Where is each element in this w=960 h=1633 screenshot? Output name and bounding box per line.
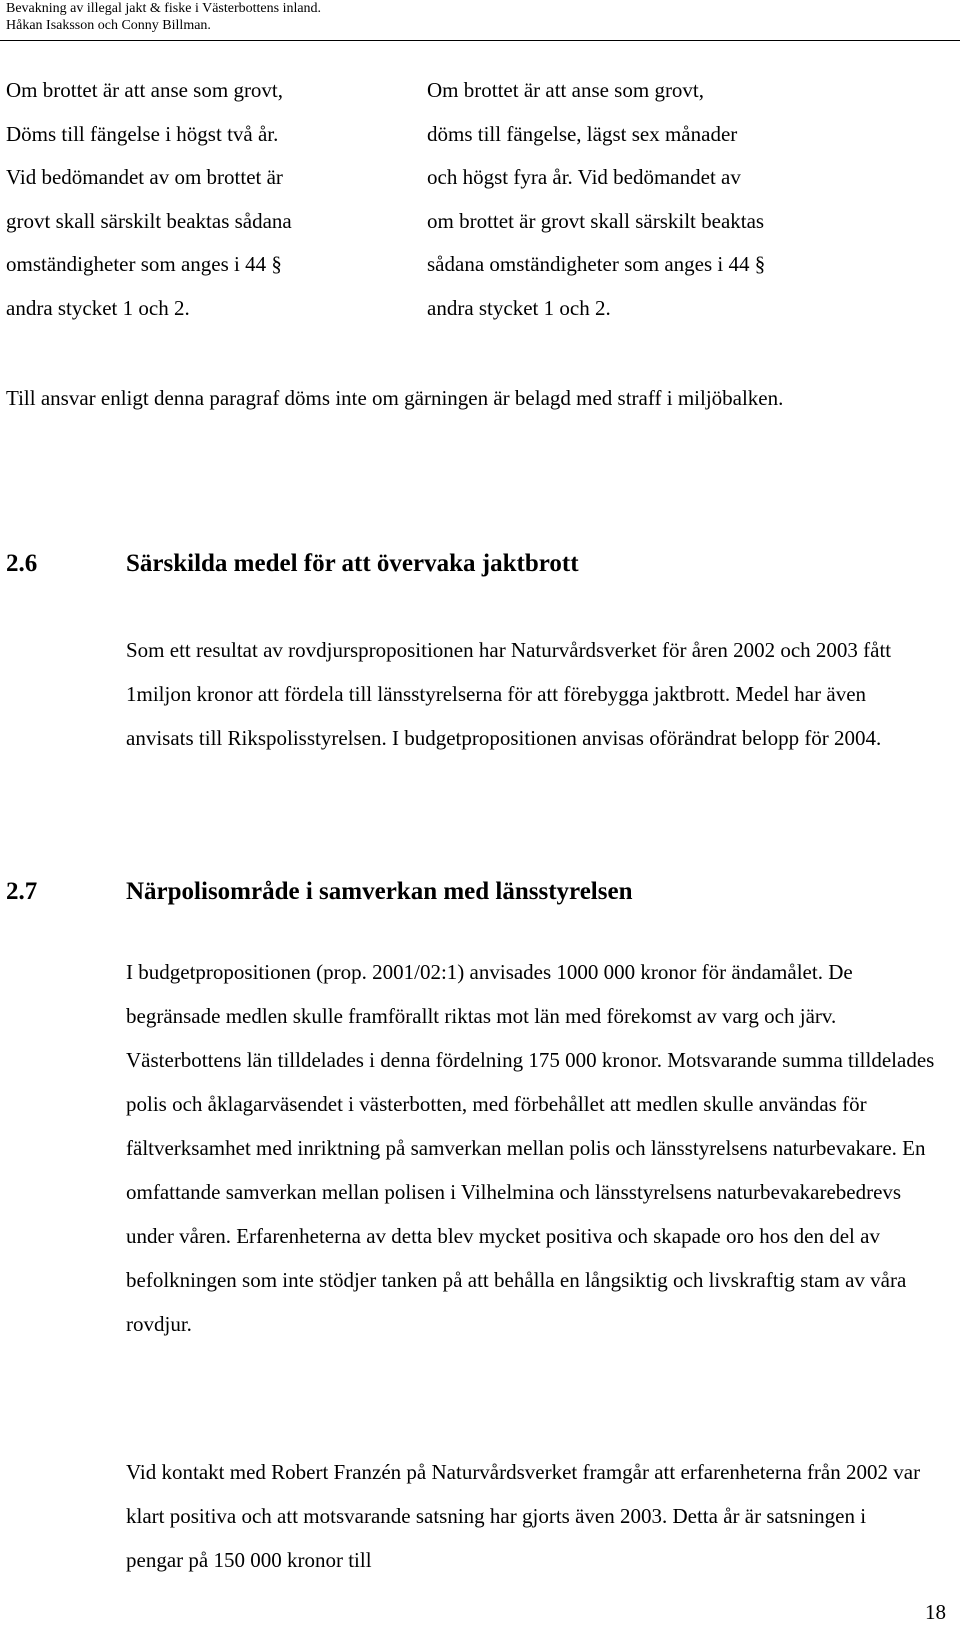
law-line: Om brottet är att anse som grovt,: [427, 78, 705, 102]
law-line: Vid bedömandet av om brottet är: [6, 165, 283, 190]
law-line: Om brottet är att anse som grovt,: [6, 78, 284, 102]
section-title: Närpolisområde i samverkan med länsstyrelsen: [126, 878, 633, 905]
law-line: Döms till fängelse i högst två år.: [6, 121, 279, 146]
header-divider: [0, 40, 960, 41]
law-line: och högst fyra år. Vid bedömandet av: [427, 165, 741, 190]
section-number: 2.6: [6, 550, 38, 577]
liability-paragraph: Till ansvar enligt denna paragraf döms inte om gärningen är belagd med straff i miljöbalken.: [6, 386, 784, 410]
running-header: [6, 0, 321, 34]
law-column-old: [6, 69, 292, 331]
law-line: om brottet är grovt skall särskilt beaktas: [427, 208, 765, 233]
section-heading-2-6: [6, 550, 579, 578]
law-line: andra stycket 1 och 2.: [6, 295, 190, 320]
law-line: döms till fängelse, lägst sex månader: [427, 121, 738, 146]
section-heading-2-7: [6, 878, 632, 906]
law-line: andra stycket 1 och 2.: [427, 295, 611, 320]
header-authors: Håkan Isaksson och Conny Billman.: [6, 18, 211, 33]
contact-paragraph: Vid kontakt med Robert Franzén på Naturvårdsverket framgår att erfarenheterna från 2002 var klart positiva och att motsvarande satsning har gjorts även 2003. Detta år är satsningen i pengar på 150 000 kronor till: [126, 1460, 921, 1572]
section-2-7-body: I budgetpropositionen (prop. 2001/02:1) anvisades 1000 000 kronor för ändamålet. De begränsade medlen skulle framförallt riktas mot län med förekomst av varg och järv. Västerbottens län tilldelades i denna fördelning 175 000 kronor. Motsvarande summa tilldelades polis och åklagarväsendet i västerbotten, med förbehållet att medlen skulle användas för fältverksamhet med inriktning på samverkan mellan polis och länsstyrelsens naturbevakare. En omfattande samverkan mellan polisen i Vilhelmina och länsstyrelsens naturbevakarebedrevs under våren. Erfarenheterna av detta blev mycket positiva och skapade oro hos den del av befolkningen som inte stödjer tanken på att behålla en långsiktig och livskraftig stam av våra rovdjur.: [126, 960, 935, 1336]
section-title: Särskilda medel för att övervaka jaktbrott: [126, 550, 579, 577]
law-line: omständigheter som anges i 44 §: [6, 252, 282, 277]
section-2-6-body: Som ett resultat av rovdjurspropositionen har Naturvårdsverket för åren 2002 och 2003 fått 1miljon kronor att fördela till länsstyrelserna för att förebygga jaktbrott. Medel har även anvisats till Rikspolisstyrelsen. I budgetpropositionen anvisas oförändrat belopp för 2004.: [126, 638, 892, 750]
law-line: sådana omständigheter som anges i 44 §: [427, 252, 766, 277]
section-number: 2.7: [6, 878, 38, 905]
page-number: 18: [925, 1600, 946, 1624]
law-column-new: [427, 69, 765, 331]
law-line: grovt skall särskilt beaktas sådana: [6, 208, 292, 233]
header-title: Bevakning av illegal jakt & fiske i Västerbottens inland.: [6, 1, 322, 16]
